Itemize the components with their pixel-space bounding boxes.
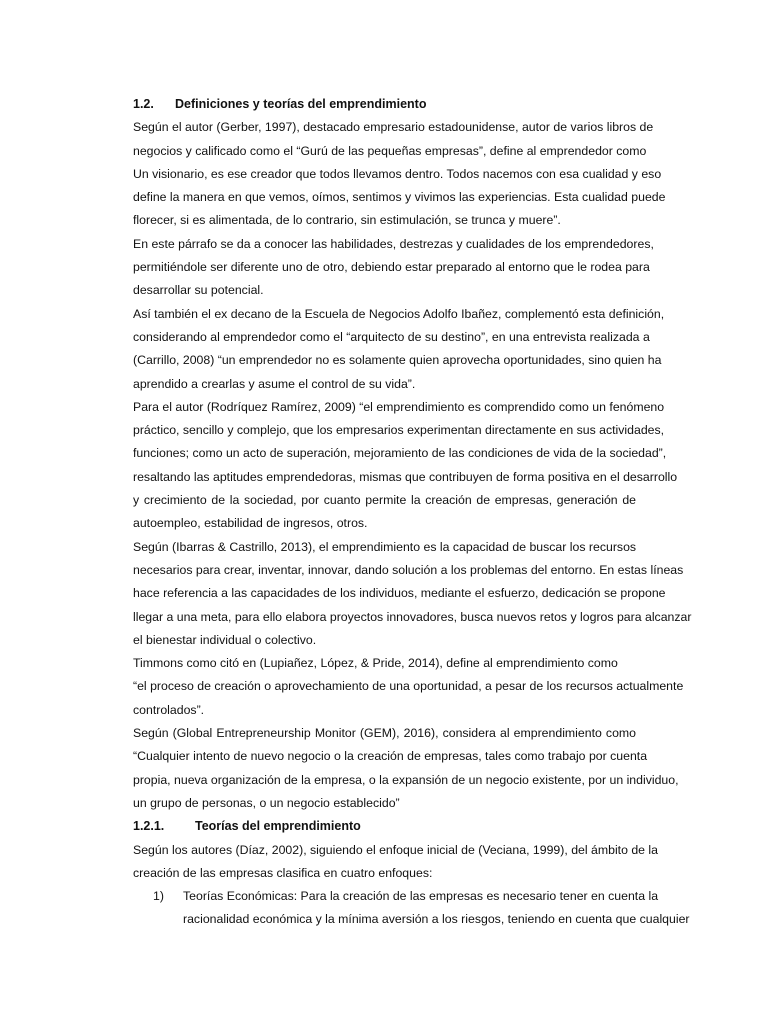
text-line: Teorías Económicas: Para la creación de las empresas es necesario tener en cuenta la	[183, 889, 659, 904]
text-line: y crecimiento de la sociedad, por cuanto permite la creación de empresas, generación de	[133, 493, 636, 508]
text-line: Así también el ex decano de la Escuela de Negocios Adolfo Ibañez, complementó esta definición,	[133, 306, 665, 321]
paragraph	[133, 303, 665, 396]
document-body	[133, 93, 692, 932]
text-line: un grupo de personas, o un negocio establecido”	[133, 795, 400, 810]
text-line: creación de las empresas clasifica en cuatro enfoques:	[133, 865, 433, 880]
text-line: permitiéndole ser diferente uno de otro, debiendo estar preparado al entorno que le rodea para	[133, 260, 650, 275]
text-line: En este párrafo se da a conocer las habilidades, destrezas y cualidades de los emprendedores,	[133, 236, 654, 251]
text-line: funciones; como un acto de superación, mejoramiento de las condiciones de vida de la sociedad”,	[133, 446, 667, 461]
list-item	[133, 885, 690, 932]
subsection-paragraphs	[133, 839, 659, 886]
paragraph	[133, 675, 684, 722]
paragraph	[133, 722, 679, 815]
text-line: controlados”.	[133, 702, 205, 717]
text-line: necesarios para crear, inventar, innovar, dando solución a los problemas del entorno. En estas líneas	[133, 562, 684, 577]
text-line: racionalidad económica y la mínima aversión a los riesgos, teniendo en cuenta que cualquier	[183, 912, 690, 927]
subsection-number: 1.2.1.	[133, 819, 165, 834]
section-paragraphs	[133, 116, 692, 815]
text-line: florecer, si es alimentada, de lo contrario, sin estimulación, se trunca y muere”.	[133, 213, 561, 228]
subsection-heading	[133, 815, 636, 838]
numbered-list	[133, 885, 690, 932]
text-line: Timmons como citó en (Lupiañez, López, & Pride, 2014), define al emprendimiento como	[133, 656, 618, 671]
text-line: Según (Global Entrepreneurship Monitor (GEM), 2016), considera al emprendimiento como	[133, 726, 636, 741]
paragraph	[133, 233, 654, 303]
text-line: Para el autor (Rodríquez Ramírez, 2009) “el emprendimiento es comprendido como un fenómeno	[133, 399, 665, 414]
text-line: (Carrillo, 2008) “un emprendedor no es solamente quien aprovecha oportunidades, sino quien ha	[133, 353, 662, 368]
text-line: Según (Ibarras & Castrillo, 2013), el emprendimiento es la capacidad de buscar los recursos	[133, 539, 637, 554]
subsection-title: Teorías del emprendimiento	[195, 819, 361, 834]
text-line: define la manera en que vemos, oímos, sentimos y vivimos las experiencias. Esta cualidad puede	[133, 190, 666, 205]
text-line: práctico, sencillo y complejo, que los empresarios experimentan directamente en sus actividades,	[133, 423, 665, 438]
text-line: propia, nueva organización de la empresa, o la expansión de un negocio existente, por un individuo,	[133, 772, 679, 787]
list-item-number: 1)	[153, 889, 164, 904]
text-line: “el proceso de creación o aprovechamiento de una oportunidad, a pesar de los recursos actualmente	[133, 679, 684, 694]
text-line: resaltando las aptitudes emprendedoras, mismas que contribuyen de forma positiva en el desarrollo	[133, 469, 678, 484]
section-heading	[133, 93, 636, 116]
text-line: hace referencia a las capacidades de los individuos, mediante el esfuerzo, dedicación se propone	[133, 586, 666, 601]
text-line: negocios y calificado como el “Gurú de las pequeñas empresas”, define al emprendedor como	[133, 143, 647, 158]
text-line: Un visionario, es ese creador que todos llevamos dentro. Todos nacemos con esa cualidad y eso	[133, 166, 662, 181]
paragraph	[133, 536, 692, 652]
paragraph	[133, 116, 654, 163]
section-title: Definiciones y teorías del emprendimiento	[175, 97, 427, 111]
section-number: 1.2.	[133, 97, 154, 111]
paragraph	[133, 396, 678, 536]
text-line: considerando al emprendedor como el “arquitecto de su destino”, en una entrevista realizada a	[133, 329, 650, 344]
text-line: llegar a una meta, para ello elabora proyectos innovadores, busca nuevos retos y logros para alcanzar	[133, 609, 692, 624]
text-line: autoempleo, estabilidad de ingresos, otros.	[133, 516, 368, 531]
text-line: “Cualquier intento de nuevo negocio o la creación de empresas, tales como trabajo por cuenta	[133, 749, 648, 764]
text-line: aprendido a crearlas y asume el control de su vida”.	[133, 376, 416, 391]
paragraph	[133, 839, 659, 886]
paragraph	[133, 652, 636, 675]
text-line: el bienestar individual o colectivo.	[133, 632, 317, 647]
paragraph	[133, 163, 666, 233]
text-line: Según los autores (Díaz, 2002), siguiendo el enfoque inicial de (Veciana, 1999), del ámbito de la	[133, 842, 659, 857]
text-line: desarrollar su potencial.	[133, 283, 264, 298]
text-line: Según el autor (Gerber, 1997), destacado empresario estadounidense, autor de varios libros de	[133, 120, 654, 135]
